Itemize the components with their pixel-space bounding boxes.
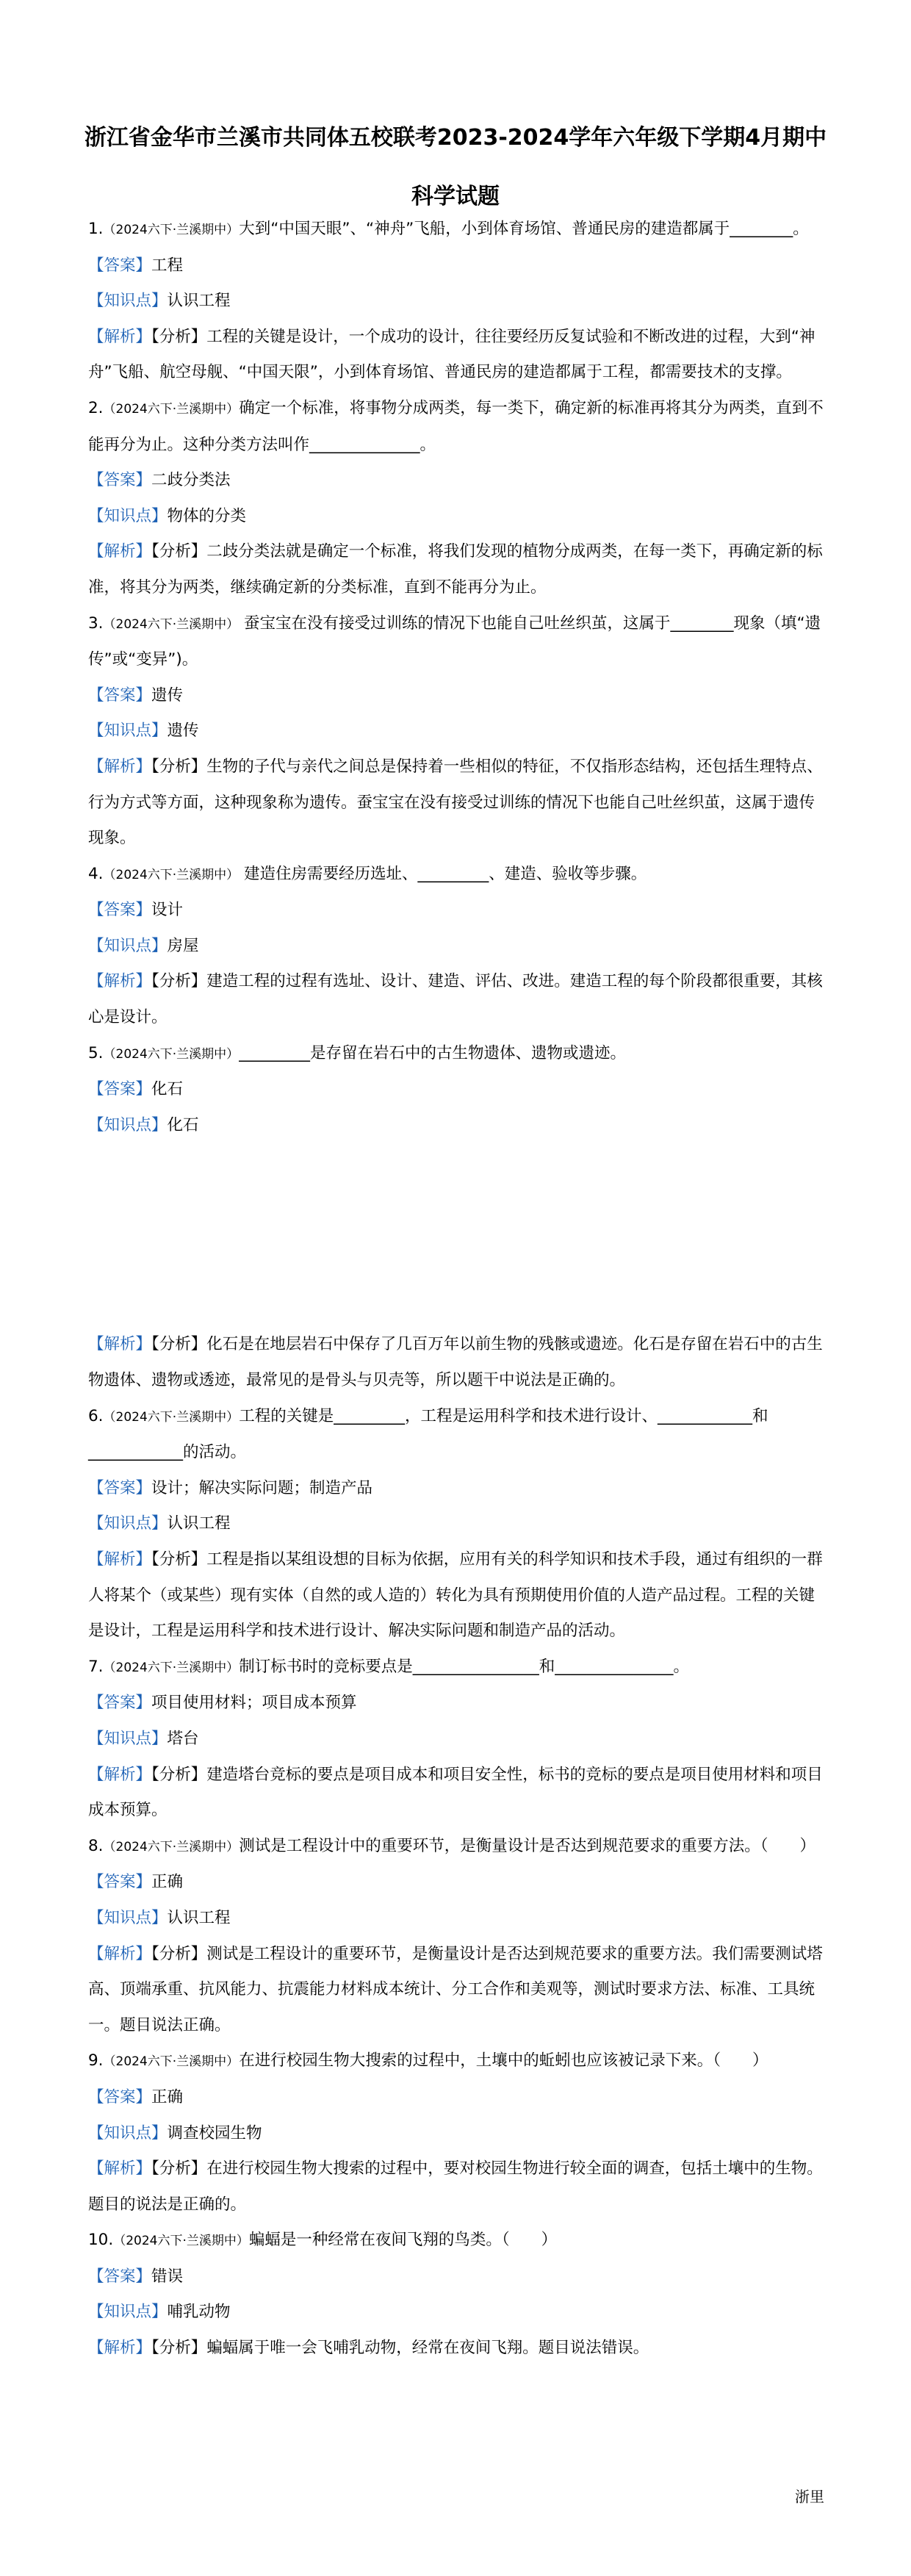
knowledge-text: 化石 (167, 1115, 199, 1134)
knowledge-tag: 【知识点】 (88, 1514, 168, 1533)
knowledge-tag: 【知识点】 (88, 1729, 168, 1748)
question-source: （2024六下·兰溪期中） (113, 2234, 249, 2249)
answer-tag: 【答案】 (88, 1478, 152, 1497)
analysis-line (88, 534, 824, 605)
question-item (88, 1829, 824, 2044)
knowledge-line (88, 1721, 824, 1757)
question-number: 6. (88, 1406, 104, 1425)
answer-tag: 【答案】 (88, 1873, 152, 1892)
analysis-text: 【分析】建造塔台竞标的要点是项目成本和项目安全性，标书的竞标的要点是项目使用材料和项目成本预算。 (88, 1765, 823, 1820)
knowledge-line (88, 499, 824, 535)
question-stem (88, 606, 824, 678)
analysis-text: 【分析】工程是指以某组设想的目标为依据，应用有关的科学知识和技术手段，通过有组织的一群人将某个（或某些）现有实体（自然的或人造的）转化为具有预期使用价值的人造产品过程。工程的关键是设计，工程是运用科学和技术进行设计、解决实际问题和制造产品的活动。 (88, 1550, 823, 1641)
question-list (88, 212, 824, 2367)
analysis-line (88, 2331, 824, 2367)
answer-tag: 【答案】 (88, 256, 152, 275)
analysis-line (88, 1327, 824, 1398)
knowledge-tag: 【知识点】 (88, 506, 168, 525)
question-item (88, 1036, 824, 1399)
question-item (88, 1649, 824, 1829)
analysis-tag: 【解析】 (88, 757, 152, 776)
analysis-line (88, 1757, 824, 1829)
knowledge-line (88, 929, 824, 965)
question-source: （2024六下·兰溪期中） (103, 2054, 240, 2070)
knowledge-text: 认识工程 (167, 1514, 231, 1533)
answer-line (88, 1865, 824, 1901)
knowledge-tag: 【知识点】 (88, 1115, 168, 1134)
answer-line (88, 2080, 824, 2116)
answer-tag: 【答案】 (88, 2267, 152, 2286)
question-stem (88, 391, 824, 463)
analysis-line (88, 1542, 824, 1649)
answer-line (88, 1072, 824, 1108)
question-number: 4. (88, 864, 104, 883)
knowledge-tag: 【知识点】 (88, 292, 168, 311)
question-text: 蚕宝宝在没有接受过训练的情况下也能自己吐丝织茧，这属于________现象（填“遗 传”或“变异”)。 (88, 614, 821, 669)
answer-text: 项目使用材料；项目成本预算 (151, 1694, 357, 1713)
knowledge-line (88, 2116, 824, 2152)
question-stem (88, 1649, 824, 1686)
question-item (88, 2043, 824, 2223)
knowledge-text: 遗传 (167, 722, 199, 741)
analysis-text: 【分析】二歧分类法就是确定一个标准，将我们发现的植物分成两类，在每一类下，再确定新的标准，将其分为两类，继续确定新的分类标准，直到不能再分为止。 (88, 542, 823, 597)
analysis-text: 【分析】化石是在地层岩石中保存了几百万年以前生物的残骸或遗迹。化石是存留在岩石中的古生物遗体、遗物或透迹，最常见的是骨头与贝壳等，所以题干中说法是正确的。 (88, 1335, 823, 1390)
analysis-tag: 【解析】 (88, 327, 152, 346)
question-number: 3. (88, 614, 104, 633)
question-stem (88, 2223, 824, 2259)
answer-tag: 【答案】 (88, 1694, 152, 1713)
analysis-tag: 【解析】 (88, 1550, 152, 1569)
knowledge-text: 塔台 (167, 1729, 199, 1748)
analysis-tag: 【解析】 (88, 1335, 152, 1354)
question-stem (88, 857, 824, 893)
question-stem (88, 1036, 824, 1073)
question-number: 8. (88, 1836, 104, 1855)
question-item (88, 212, 824, 391)
knowledge-line (88, 284, 824, 320)
answer-tag: 【答案】 (88, 2087, 152, 2107)
knowledge-text: 物体的分类 (167, 506, 247, 525)
question-number: 1. (88, 220, 104, 238)
question-source: （2024六下·兰溪期中） (103, 1839, 240, 1854)
question-text: 建造住房需要经历选址、_________、建造、验收等步骤。 (239, 864, 647, 883)
knowledge-line (88, 1506, 824, 1542)
question-item (88, 606, 824, 857)
question-stem (88, 1829, 824, 1866)
question-source: （2024六下·兰溪期中） (103, 1046, 240, 1062)
question-number: 7. (88, 1657, 104, 1676)
answer-text: 设计 (151, 901, 184, 920)
analysis-text: 【分析】测试是工程设计的重要环节，是衡量设计是否达到规范要求的重要方法。我们需要测试塔高、顶端承重、抗风能力、抗震能力材料成本统计、分工合作和美观等，测试时要求方法、标准、工具统一。题目说法正确。 (88, 1944, 823, 2034)
question-source: （2024六下·兰溪期中） (103, 1660, 240, 1675)
analysis-text: 【分析】蝙蝠属于唯一会飞哺乳动物，经常在夜间飞翔。题目说法错误。 (151, 2339, 649, 2358)
knowledge-line (88, 1901, 824, 1937)
page-footer: 浙里 (795, 2488, 824, 2505)
question-text: 确定一个标准，将事物分成两类，每一类下，确定新的标准再将其分为两类，直到不能再分为止。这种分类方法叫作______________。 (88, 398, 824, 454)
answer-tag: 【答案】 (88, 471, 152, 490)
knowledge-line (88, 2295, 824, 2331)
question-item (88, 1399, 824, 1649)
answer-tag: 【答案】 (88, 901, 152, 920)
knowledge-text: 认识工程 (167, 1908, 231, 1927)
answer-text: 正确 (151, 1873, 184, 1892)
blank-space (88, 1143, 824, 1327)
page-title: 浙江省金华市兰溪市共同体五校联考2023-2024学年六年级下学期4月期中科学试题 (84, 125, 827, 209)
question-source: （2024六下·兰溪期中） (103, 401, 240, 417)
knowledge-line (88, 713, 824, 749)
analysis-tag: 【解析】 (88, 2339, 152, 2358)
analysis-tag: 【解析】 (88, 1765, 152, 1784)
question-item (88, 857, 824, 1036)
analysis-line (88, 320, 824, 391)
question-item (88, 391, 824, 606)
question-text: 蝙蝠是一种经常在夜间飞翔的鸟类。（ ） (248, 2231, 558, 2250)
answer-line (88, 248, 824, 284)
knowledge-tag: 【知识点】 (88, 722, 168, 741)
knowledge-tag: 【知识点】 (88, 1908, 168, 1927)
analysis-text: 【分析】工程的关键是设计，一个成功的设计，往往要经历反复试验和不断改进的过程，大到“神舟”飞船、航空母舰、“中国天限”，小到体育场馆、普通民房的建造都属于工程，都需要技术的支撑。 (88, 327, 815, 382)
analysis-line (88, 2151, 824, 2223)
answer-text: 错误 (151, 2267, 184, 2286)
question-source: （2024六下·兰溪期中） (103, 867, 240, 882)
knowledge-line (88, 1108, 824, 1144)
knowledge-text: 认识工程 (167, 292, 231, 311)
question-text: 工程的关键是_________，工程是运用科学和技术进行设计、____________和____________的活动。 (88, 1406, 768, 1462)
analysis-tag: 【解析】 (88, 2159, 152, 2179)
answer-line (88, 893, 824, 929)
question-stem (88, 1399, 824, 1471)
analysis-text: 【分析】建造工程的过程有选址、设计、建造、评估、改进。建造工程的每个阶段都很重要，其核心是设计。 (88, 972, 823, 1027)
question-number: 5. (88, 1043, 104, 1062)
question-source: （2024六下·兰溪期中） (103, 616, 240, 632)
question-number: 9. (88, 2051, 104, 2070)
knowledge-text: 房屋 (167, 936, 199, 955)
question-source: （2024六下·兰溪期中） (103, 223, 240, 237)
question-text: 制订标书时的竞标要点是________________和_______________。 (239, 1657, 689, 1676)
analysis-line (88, 964, 824, 1035)
question-text: _________是存留在岩石中的古生物遗体、遗物或遗迹。 (239, 1043, 626, 1062)
question-source: （2024六下·兰溪期中） (103, 1409, 240, 1425)
question-text: 大到“中国天眼”、“神舟”飞船，小到体育场馆、普通民房的建造都属于________。 (239, 220, 809, 238)
answer-text: 化石 (151, 1080, 184, 1099)
knowledge-text: 哺乳动物 (167, 2303, 231, 2322)
analysis-text: 【分析】生物的子代与亲代之间总是保持着一些相似的特征，不仅指形态结构，还包括生理特点、行为方式等方面，这种现象称为遗传。蚕宝宝在没有接受过训练的情况下也能自己吐丝织茧，这属于遗传现象。 (88, 757, 823, 848)
analysis-tag: 【解析】 (88, 972, 152, 991)
answer-line (88, 1471, 824, 1507)
analysis-text: 【分析】在进行校园生物大搜索的过程中，要对校园生物进行较全面的调查，包括土壤中的生物。题目的说法是正确的。 (88, 2159, 823, 2214)
answer-text: 二歧分类法 (151, 471, 231, 490)
knowledge-tag: 【知识点】 (88, 2303, 168, 2322)
question-stem (88, 2043, 824, 2080)
knowledge-tag: 【知识点】 (88, 936, 168, 955)
question-text: 测试是工程设计中的重要环节，是衡量设计是否达到规范要求的重要方法。（ ） (239, 1836, 815, 1855)
question-number: 10. (88, 2231, 114, 2250)
analysis-line (88, 749, 824, 857)
analysis-tag: 【解析】 (88, 1944, 152, 1963)
knowledge-text: 调查校园生物 (167, 2123, 262, 2143)
answer-line (88, 678, 824, 714)
answer-tag: 【答案】 (88, 686, 152, 705)
question-stem (88, 212, 824, 248)
answer-line (88, 463, 824, 499)
analysis-tag: 【解析】 (88, 542, 152, 561)
answer-text: 工程 (151, 256, 184, 275)
answer-text: 设计；解决实际问题；制造产品 (151, 1478, 373, 1497)
question-item (88, 2223, 824, 2366)
answer-text: 遗传 (151, 686, 184, 705)
answer-line (88, 2259, 824, 2295)
analysis-line (88, 1937, 824, 2044)
knowledge-tag: 【知识点】 (88, 2123, 168, 2143)
question-number: 2. (88, 398, 104, 417)
answer-tag: 【答案】 (88, 1080, 152, 1099)
answer-line (88, 1685, 824, 1721)
question-text: 在进行校园生物大搜索的过程中，土壤中的蚯蚓也应该被记录下来。（ ） (239, 2051, 768, 2070)
answer-text: 正确 (151, 2087, 184, 2107)
